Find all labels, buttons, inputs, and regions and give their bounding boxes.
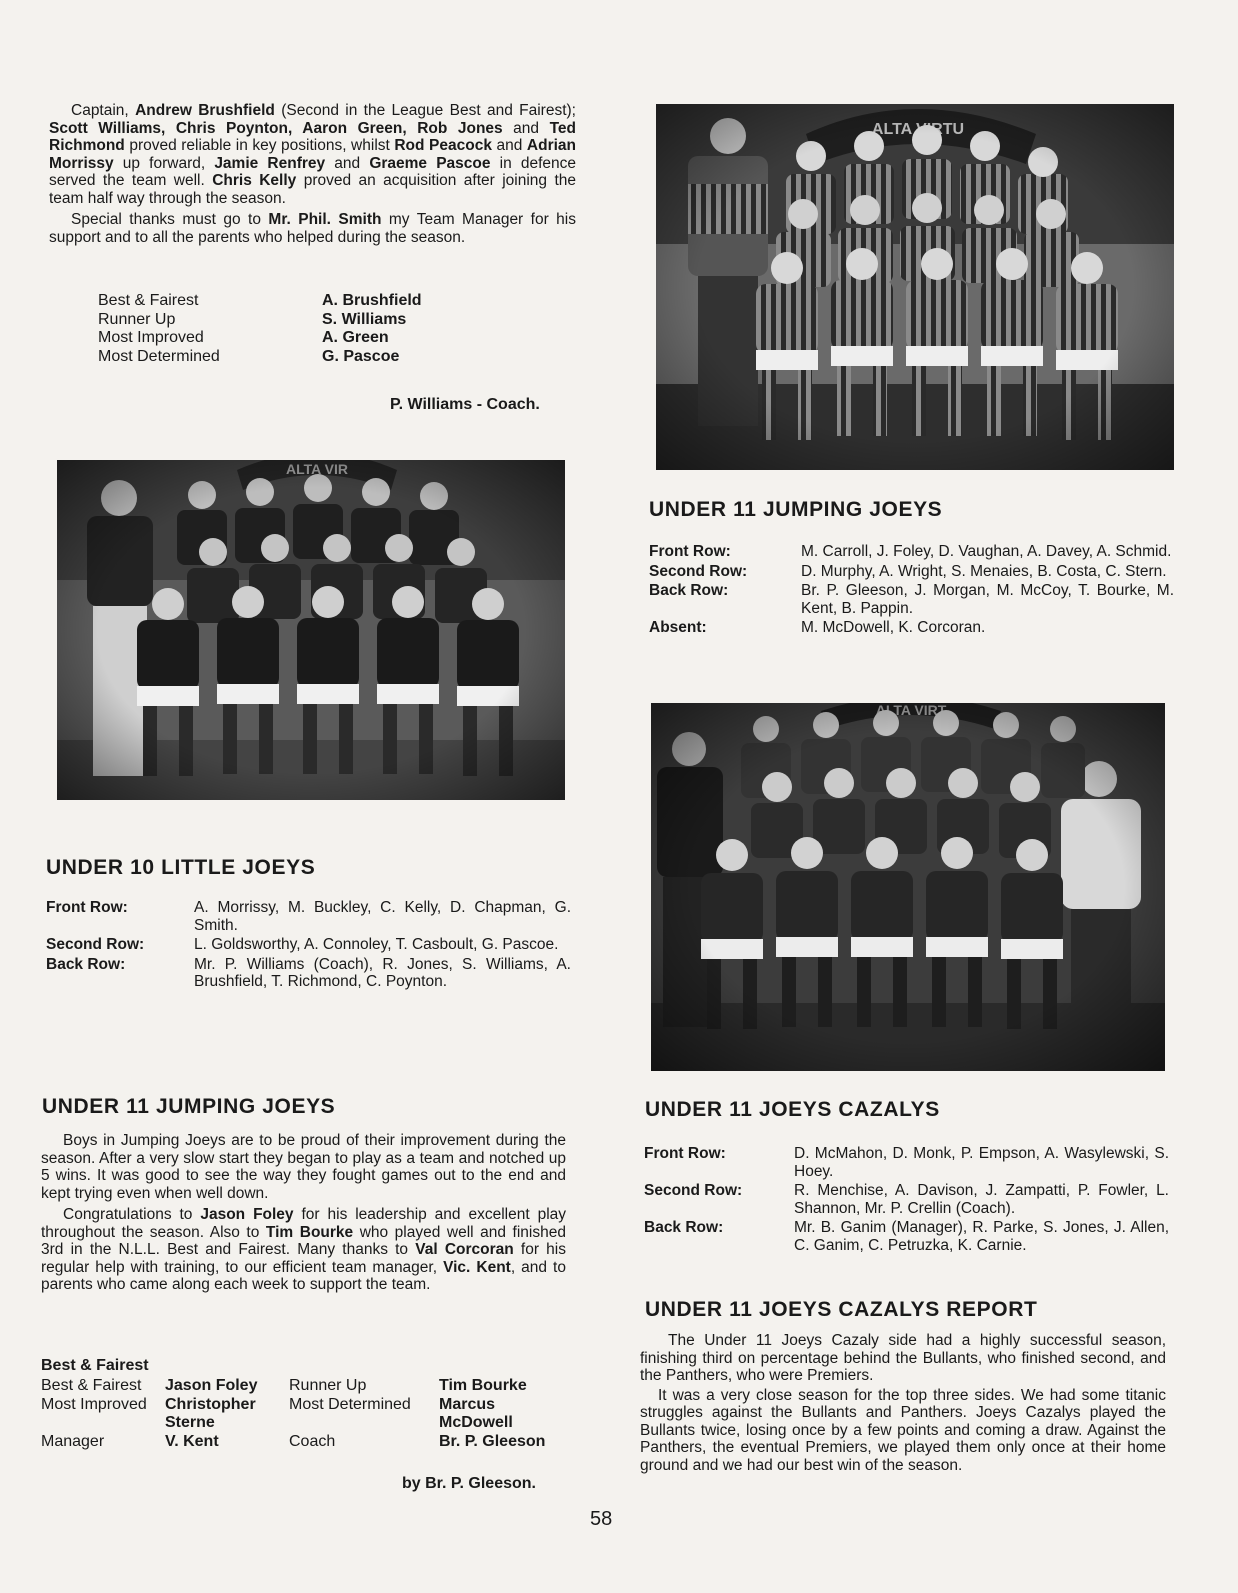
intro-paragraph-1	[49, 102, 576, 207]
award-name: Marcus McDowell	[439, 1395, 513, 1431]
text-run: in defence served the team well.	[49, 154, 577, 189]
roster-row-label: Second Row:	[46, 936, 145, 953]
roster-row	[649, 543, 1174, 561]
bold-name-run: Tim Bourke	[265, 1223, 354, 1241]
cazalys-report-paragraph-1: The Under 11 Joeys Cazaly side had a highly successful season, finishing third on percentage behind the Bullants, who finished second, and the Panthers, who were Premiers.	[640, 1332, 1166, 1384]
award-row	[41, 1433, 569, 1452]
award-name: Br. P. Gleeson	[439, 1432, 546, 1450]
award-label: Runner Up	[289, 1377, 367, 1394]
award-name: Jason Foley	[165, 1377, 258, 1394]
report-paragraph-2	[41, 1206, 566, 1294]
award-row	[41, 1396, 569, 1433]
award-name: Tim Bourke	[439, 1377, 527, 1394]
bold-name-run: Graeme Pascoe	[369, 154, 491, 172]
award-row	[98, 348, 478, 367]
award-name: Christopher Sterne	[165, 1395, 256, 1431]
cazalys-report	[640, 1332, 1166, 1474]
text-run: for his regular help with training, to our efficient team manager,	[41, 1241, 566, 1276]
roster-row-label: Back Row:	[644, 1219, 724, 1236]
award-label: Most Improved	[98, 329, 204, 346]
roster-row-label: Back Row:	[649, 582, 729, 599]
roster-row-label: Front Row:	[649, 543, 731, 560]
roster-row-names: L. Goldsworthy, A. Connoley, T. Casboult, G. Pascoe.	[194, 936, 559, 953]
roster-row-label: Second Row:	[649, 562, 748, 580]
text-run: Congratulations to	[63, 1206, 201, 1223]
text-run: who played well and finished 3rd in the N.L.L. Best and Fairest. Many thanks to	[41, 1223, 566, 1258]
roster-row	[644, 1219, 1169, 1254]
roster-row	[649, 582, 1174, 617]
heading-under-11-joeys-cazalys: UNDER 11 JOEYS CAZALYS	[645, 1098, 940, 1121]
roster-row	[649, 563, 1174, 581]
text-run: up forward,	[113, 154, 215, 172]
text-run: proved an acquisition after joining the team half way through the season.	[49, 172, 576, 207]
roster-row-names: A. Morrissy, M. Buckley, C. Kelly, D. Chapman, G. Smith.	[194, 899, 571, 934]
text-run: , and to parents who came along each week to support the team.	[41, 1258, 566, 1293]
team-photo-little-joeys	[57, 460, 565, 800]
roster-row-names: Mr. P. Williams (Coach), R. Jones, S. Williams, A. Brushfield, T. Richmond, C. Poynton.	[194, 955, 571, 990]
bold-name-run: Mr. Phil. Smith	[268, 211, 382, 228]
roster-row-label: Absent:	[649, 619, 707, 636]
bold-name-run: Scott Williams, Chris Poynton, Aaron Green, Rob Jones	[49, 119, 503, 137]
bold-name-run: Val Corcoran	[415, 1241, 514, 1258]
team-photo-graphic	[57, 460, 565, 800]
bold-name-run: Vic. Kent	[443, 1258, 511, 1276]
roster-row-label: Back Row:	[46, 955, 126, 973]
heading-under-11-jumping-joeys-report: UNDER 11 JUMPING JOEYS	[42, 1095, 336, 1118]
team-photo-joeys-cazalys	[651, 703, 1165, 1071]
award-label: Most Determined	[98, 347, 220, 365]
text-run: and	[491, 137, 527, 154]
roster-row-names: R. Menchise, A. Davison, J. Zampatti, P. Fowler, L. Shannon, Mr. P. Crellin (Coach).	[794, 1182, 1169, 1217]
roster-row	[46, 936, 571, 954]
award-label: Most Improved	[41, 1395, 147, 1413]
award-label: Coach	[289, 1432, 336, 1450]
under10-awards-list	[98, 292, 478, 366]
roster-row	[644, 1182, 1169, 1217]
bold-name-run: Ted Richmond	[49, 119, 576, 154]
bold-name-run: Adrian Morrissy	[49, 137, 576, 172]
text-run: proved reliable in key positions, whilst	[124, 137, 395, 154]
roster-row	[649, 619, 1174, 637]
text-run: for his leadership and excellent play throughout the season. Also to	[41, 1206, 567, 1241]
roster-row-names: M. Carroll, J. Foley, D. Vaughan, A. Davey, A. Schmid.	[801, 543, 1172, 560]
jumping-report-signature: by Br. P. Gleeson.	[402, 1475, 536, 1492]
jumping-awards-title: Best & Fairest	[41, 1357, 149, 1374]
text-run: and	[325, 154, 370, 172]
text-run: Special thanks must go to	[71, 211, 269, 228]
award-name: A. Green	[322, 329, 389, 346]
bold-name-run: Rod Peacock	[394, 137, 492, 154]
cazalys-roster	[644, 1145, 1169, 1256]
under10-roster	[46, 899, 571, 993]
jumping-joeys-report	[41, 1132, 566, 1294]
award-row	[98, 292, 478, 311]
roster-row-label: Front Row:	[644, 1145, 726, 1162]
roster-row	[46, 956, 571, 991]
bold-name-run: Andrew Brushfield	[135, 102, 275, 119]
award-label: Runner Up	[98, 310, 176, 328]
award-name: V. Kent	[165, 1432, 219, 1450]
bold-name-run: Jason Foley	[200, 1206, 294, 1223]
roster-row-names: M. McDowell, K. Corcoran.	[801, 619, 986, 636]
roster-row	[46, 899, 571, 934]
heading-under-11-joeys-cazalys-report: UNDER 11 JOEYS CAZALYS REPORT	[645, 1298, 1038, 1321]
award-name: A. Brushfield	[322, 292, 422, 309]
bold-name-run: Jamie Renfrey	[214, 154, 326, 172]
intro-paragraph-2	[49, 211, 576, 246]
team-photo-jumping-joeys	[656, 104, 1174, 470]
roster-row-label: Second Row:	[644, 1182, 743, 1199]
roster-row-names: Mr. B. Ganim (Manager), R. Parke, S. Jones, J. Allen, C. Ganim, C. Petruzka, K. Carnie.	[794, 1219, 1169, 1254]
bold-name-run: Chris Kelly	[212, 172, 297, 189]
award-row	[98, 311, 478, 330]
text-run: Captain,	[71, 102, 136, 119]
report-paragraph-1	[41, 1132, 566, 1202]
award-label: Best & Fairest	[41, 1377, 142, 1394]
text-run: my Team Manager for his support and to all the parents who helped during the season.	[49, 211, 576, 246]
heading-under-10-little-joeys: UNDER 10 LITTLE JOEYS	[46, 856, 316, 879]
award-name: G. Pascoe	[322, 347, 400, 365]
coach-report-intro	[49, 102, 576, 246]
jumping-awards-table	[41, 1377, 569, 1451]
text-run: Boys in Jumping Joeys are to be proud of their improvement during the season. After a very slow start they began to play as a team and notched up 5 wins. It was good to see the way they fought games out to the end and kept trying even when well down.	[41, 1132, 566, 1202]
award-row	[41, 1377, 569, 1396]
team-photo-graphic	[651, 703, 1165, 1071]
page-number: 58	[590, 1508, 613, 1530]
cazalys-report-paragraph-2: It was a very close season for the top three sides. We had some titanic struggles against the Bullants and Panthers. Joeys Cazalys played the Bullants twice, losing once by a few points and coming a draw. Against the Panthers, the eventual Premiers, we played them only once at their home ground and we had our best win of the season.	[640, 1386, 1166, 1474]
award-label: Best & Fairest	[98, 292, 199, 309]
award-row	[98, 329, 478, 348]
jumping-joeys-roster	[649, 543, 1174, 639]
roster-row-names: Br. P. Gleeson, J. Morgan, M. McCoy, T. Bourke, M. Kent, B. Pappin.	[801, 582, 1174, 617]
roster-row-names: D. McMahon, D. Monk, P. Empson, A. Wasylewski, S. Hoey.	[794, 1145, 1169, 1180]
roster-row-label: Front Row:	[46, 899, 128, 916]
text-run: and	[502, 119, 550, 137]
award-label: Most Determined	[289, 1395, 411, 1413]
award-label: Manager	[41, 1432, 105, 1450]
text-run: (Second in the League Best and Fairest);	[274, 102, 576, 119]
heading-under-11-jumping-joeys-roster: UNDER 11 JUMPING JOEYS	[649, 498, 943, 521]
award-name: S. Williams	[322, 310, 407, 328]
roster-row-names: D. Murphy, A. Wright, S. Menaies, B. Costa, C. Stern.	[801, 562, 1167, 580]
roster-row	[644, 1145, 1169, 1180]
team-photo-graphic	[656, 104, 1174, 470]
coach-signature: P. Williams - Coach.	[390, 396, 540, 413]
